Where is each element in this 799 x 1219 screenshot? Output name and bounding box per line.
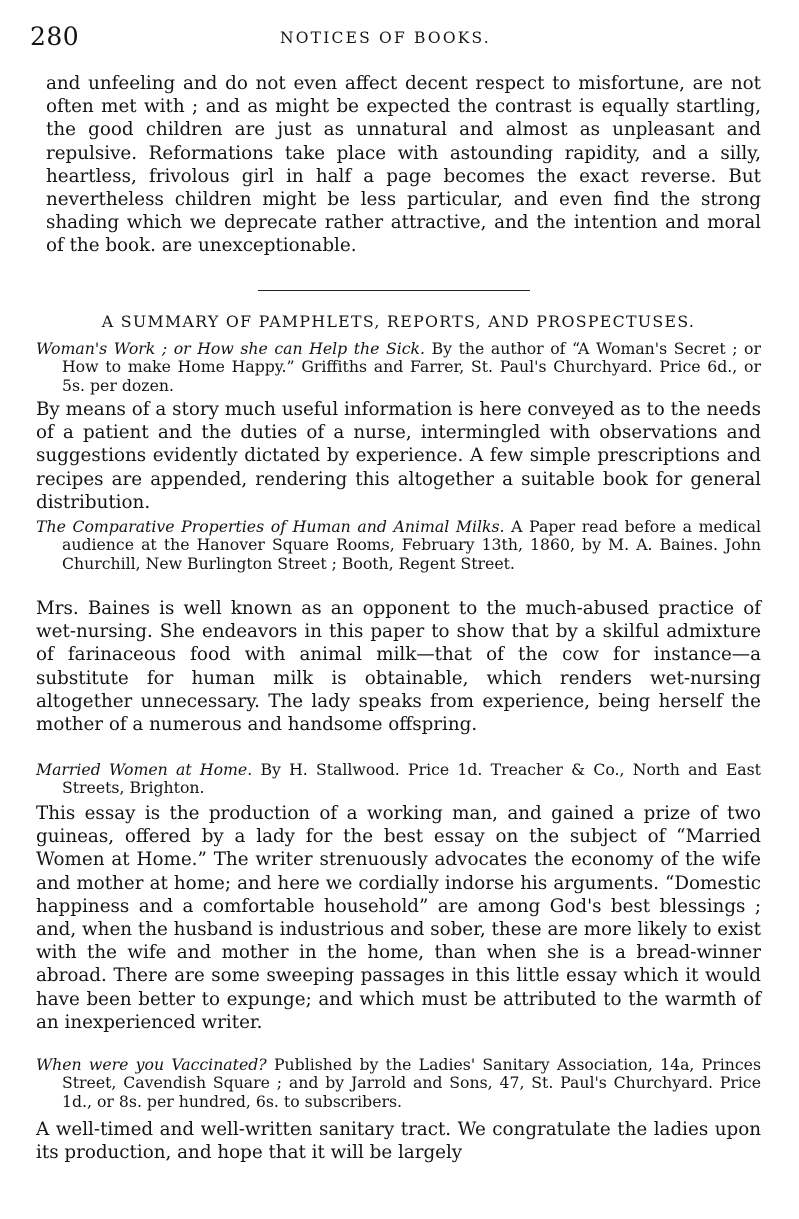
entry-married-women <box>36 761 761 798</box>
entry-citation <box>36 1056 761 1111</box>
entry-details: A Paper read before a medical audience at the Hanover Square Rooms, February 13th, 1860, by M. A. Baines. John Churchill, New Burlington Street ; Booth, Regent Street. <box>62 517 761 573</box>
entry-citation <box>36 518 761 573</box>
section-heading: A SUMMARY OF PAMPHLETS, REPORTS, AND PROSPECTUSES. <box>101 312 696 331</box>
entry-title: Woman's Work ; or How she can Help the Sick. <box>36 339 426 358</box>
entry-review: By means of a story much useful information is here conveyed as to the needs of a patient and the duties of a nurse, intermingled with observations and suggestions evidently dictated by experience. A few simple prescriptions and recipes are appended, rendering this altogether a suitable book for general distribution. <box>36 399 761 513</box>
review-woman-s-work <box>36 398 761 514</box>
entry-comparative-milks <box>36 518 761 573</box>
entry-details: Published by the Ladies' Sanitary Association, 14a, Princes Street, Cavendish Square ; and by Jarrold and Sons, 47, St. Paul's Churchyard. Price 1d., or 8s. per hundred, 6s. to subscribers. <box>62 1055 761 1111</box>
entry-title: Married Women at Home. <box>36 760 253 779</box>
entry-title: The Comparative Properties of Human and Animal Milks. <box>36 517 505 536</box>
intro-paragraph: and unfeeling and do not even affect decent respect to misfortune, are not often met with ; and as might be expected the contrast is equally startling, the good children are just as unnatural and almost as unpleasant and repulsive. Reformations take place with astounding rapidity, and a silly, heartless, frivolous girl in half a page becomes the exact reverse. But nevertheless children might be less particular, and even find the strong shading which we deprecate rather attractive, and the intention and moral of the book. are unexceptionable. <box>46 73 761 257</box>
entry-title: When were you Vaccinated? <box>36 1055 267 1074</box>
entry-vaccinated <box>36 1056 761 1111</box>
entry-details: By H. Stallwood. Price 1d. Treacher & Co., North and East Streets, Brighton. <box>62 760 761 798</box>
review-comparative-milks <box>36 597 761 736</box>
review-married-women <box>36 802 761 1034</box>
intro-block <box>36 72 761 258</box>
entry-details: By the author of “A Woman's Secret ; or How to make Home Happy.” Griffiths and Farrer, St. Paul's Churchyard. Price 6d., or 5s. per dozen. <box>62 339 761 395</box>
section-divider <box>258 290 530 291</box>
entry-woman-s-work <box>36 340 761 395</box>
entry-review: Mrs. Baines is well known as an opponent to the much-abused practice of wet-nursing. She endeavors in this paper to show that by a skilful admixture of farinaceous food with animal milk—that of the cow for instance—a substitute for human milk is obtainable, which renders wet-nursing altogether unnecessary. The lady speaks from experience, being herself the mother of a numerous and handsome offspring. <box>36 598 761 736</box>
entry-review: A well-timed and well-written sanitary tract. We congratulate the ladies upon its production, and hope that it will be largely <box>36 1119 761 1164</box>
entry-review: This essay is the production of a working man, and gained a prize of two guineas, offered by a lady for the best essay on the subject of “Married Women at Home.” The writer strenuously advocates the economy of the wife and mother at home; and here we cordially indorse his arguments. “Domestic happiness and a comfortable household” are among God's best blessings ; and, when the husband is industrious and sober, these are more likely to exist with the wife and mother in the home, than when she is a bread-winner abroad. There are some sweeping passages in this little essay which it would have been better to expunge; and which must be attributed to the warmth of an inexperienced writer. <box>36 803 761 1033</box>
page-header <box>30 22 769 56</box>
entry-citation <box>36 340 761 395</box>
entry-citation <box>36 761 761 798</box>
page-number: 280 <box>30 22 80 51</box>
running-title: NOTICES OF BOOKS. <box>280 29 491 47</box>
review-vaccinated <box>36 1118 761 1164</box>
